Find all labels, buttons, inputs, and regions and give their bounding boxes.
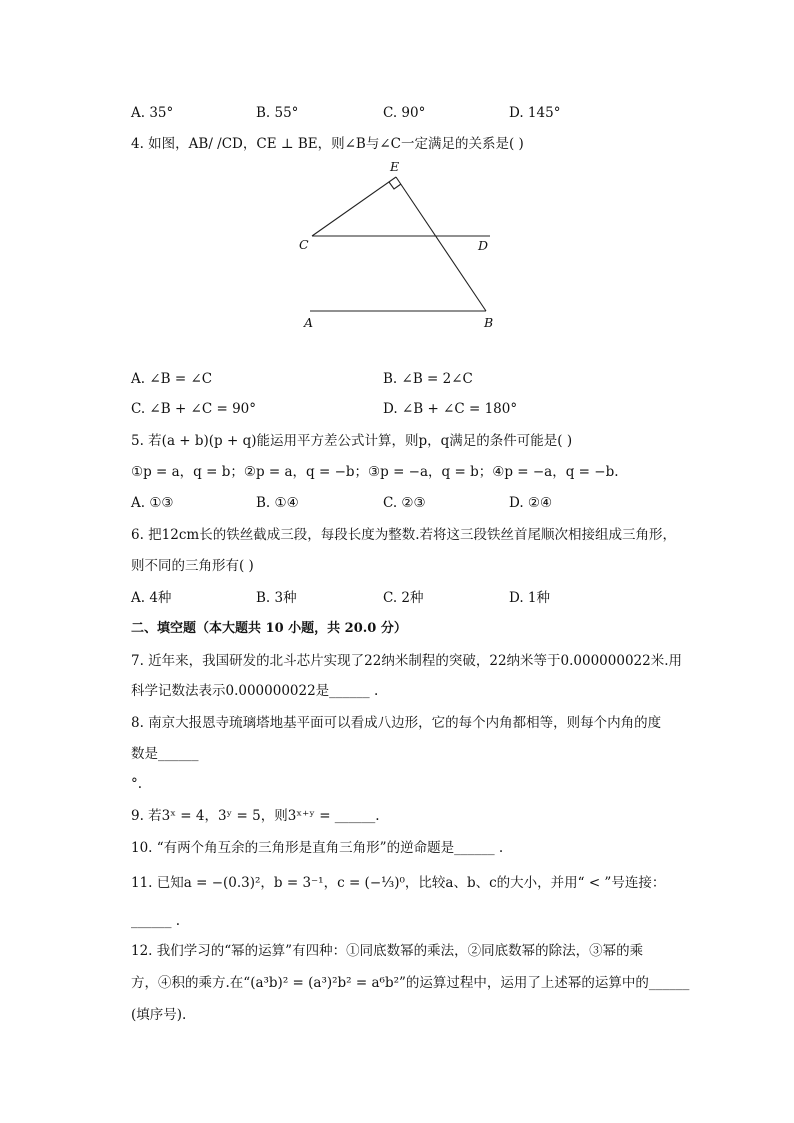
q7-question-line2: 科学记数法表示0.000000022是______ . bbox=[131, 683, 379, 699]
label-b: B bbox=[484, 315, 494, 330]
q12-question-line3: (填序号). bbox=[131, 1007, 187, 1023]
q4-option-a: A. ∠B = ∠C bbox=[131, 371, 213, 387]
section-heading-fill-in: 二、填空题（本大题共 10 小题，共 20.0 分） bbox=[131, 621, 407, 636]
q4-option-d: D. ∠B + ∠C = 180° bbox=[383, 401, 518, 417]
q8-question-line2: 数是______ bbox=[131, 746, 199, 762]
q7-question-line1: 7. 近年来，我国研发的北斗芯片实现了22纳米制程的突破，22纳米等于0.000000022米.用 bbox=[131, 653, 683, 669]
q4-figure bbox=[290, 155, 510, 335]
q9-question: 9. 若3ˣ = 4，3ʸ = 5，则3ˣ⁺ʸ = ______. bbox=[131, 808, 380, 824]
q3-option-c: C. 90° bbox=[383, 105, 426, 121]
line-eb bbox=[396, 177, 489, 311]
label-c: C bbox=[299, 237, 309, 252]
q5-option-d: D. ②④ bbox=[509, 495, 553, 511]
q4-question: 4. 如图，AB/ /CD，CE ⊥ BE，则∠B与∠C一定满足的关系是( ) bbox=[131, 136, 524, 152]
q8-question-line3: °. bbox=[131, 776, 143, 792]
q5-question: 5. 若(a + b)(p + q)能运用平方差公式计算，则p，q满足的条件可能是( ) bbox=[131, 433, 573, 449]
q3-option-a: A. 35° bbox=[131, 105, 174, 121]
q6-option-b: B. 3种 bbox=[256, 590, 297, 606]
q4-option-c: C. ∠B + ∠C = 90° bbox=[131, 401, 257, 417]
q6-question-line2: 则不同的三角形有( ) bbox=[131, 558, 254, 574]
label-a: A bbox=[304, 315, 314, 330]
line-ce bbox=[312, 177, 396, 236]
q11-question-line1: 11. 已知a = −(0.3)²，b = 3⁻¹，c = (−⅓)⁰，比较a、b、c的大小，并用“ < ”号连接： bbox=[131, 875, 666, 891]
q3-option-d: D. 145° bbox=[509, 105, 561, 121]
q6-option-c: C. 2种 bbox=[383, 590, 424, 606]
q6-option-d: D. 1种 bbox=[509, 590, 551, 606]
q5-option-c: C. ②③ bbox=[383, 495, 426, 511]
q3-option-b: B. 55° bbox=[256, 105, 299, 121]
q8-question-line1: 8. 南京大报恩寺琉璃塔地基平面可以看成八边形，它的每个内角都相等，则每个内角的度 bbox=[131, 715, 662, 731]
q12-question-line2: 方，④积的乘方.在“(a³b)² = (a³)²b² = a⁶b²”的运算过程中，运用了上述幂的运算中的______ bbox=[131, 975, 690, 991]
label-e: E bbox=[390, 159, 400, 174]
label-d: D bbox=[478, 238, 489, 253]
q12-question-line1: 12. 我们学习的“幂的运算”有四种：①同底数幂的乘法，②同底数幂的除法，③幂的乘 bbox=[131, 943, 644, 959]
q11-question-line2: ______ . bbox=[131, 913, 181, 929]
q6-option-a: A. 4种 bbox=[131, 590, 172, 606]
q5-option-a: A. ①③ bbox=[131, 495, 174, 511]
q10-question: 10. “有两个角互余的三角形是直角三角形”的逆命题是______ . bbox=[131, 840, 504, 856]
q5-conditions: ①p = a，q = b；②p = a，q = −b；③p = −a，q = b；④p = −a，q = −b. bbox=[131, 464, 619, 480]
q4-option-b: B. ∠B = 2∠C bbox=[383, 371, 473, 387]
right-angle-mark bbox=[389, 182, 401, 189]
q6-question-line1: 6. 把12cm长的铁丝截成三段，每段长度为整数.若将这三段铁丝首尾顺次相接组成三角形， bbox=[131, 527, 677, 543]
q5-option-b: B. ①④ bbox=[256, 495, 299, 511]
